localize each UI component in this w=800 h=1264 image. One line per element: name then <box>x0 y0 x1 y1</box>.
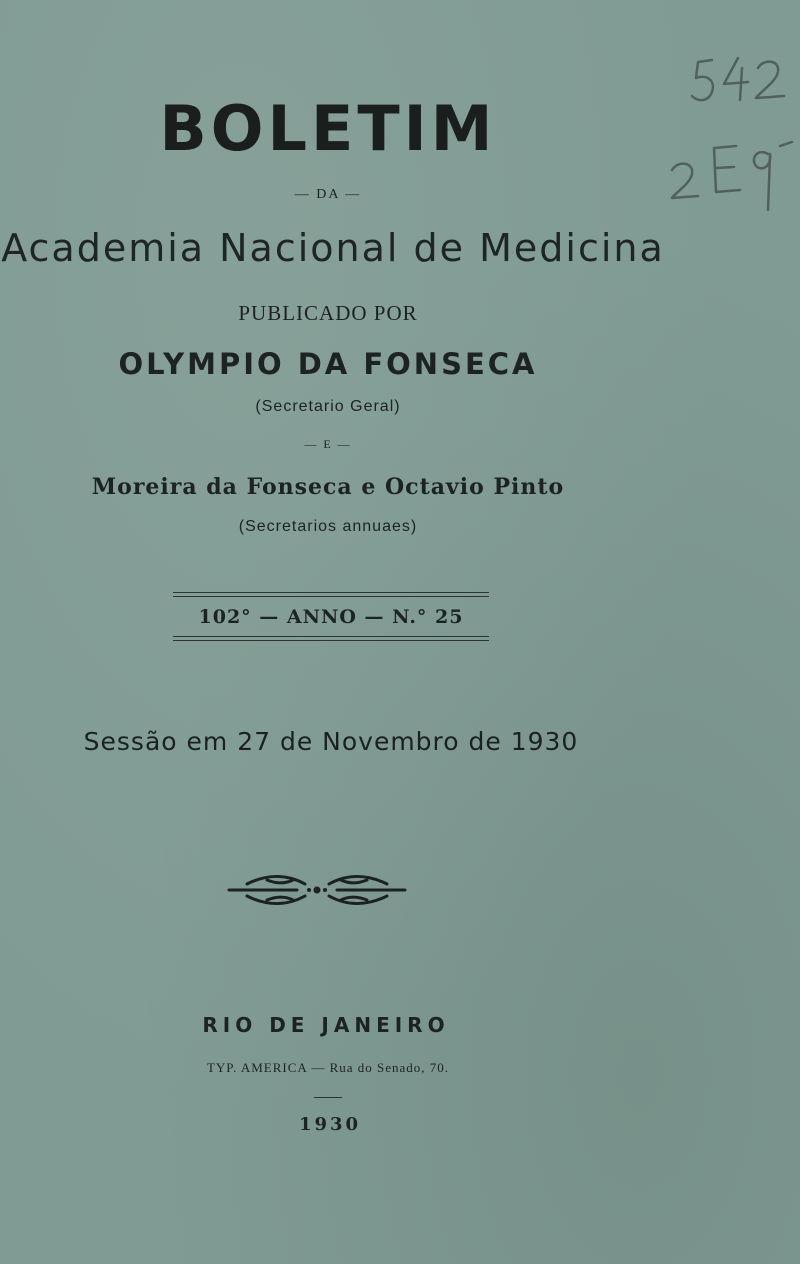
ornament-flourish <box>227 870 407 910</box>
publication-year: 1930 <box>298 1114 362 1135</box>
co-editors-names: Moreira da Fonseca e Octavio Pinto <box>91 474 565 500</box>
session-date: Sessão em 27 de Novembro de 1930 <box>83 727 579 756</box>
institution-name: Academia Nacional de Medicina <box>1 226 665 270</box>
published-by-label: PUBLICADO POR <box>238 301 418 325</box>
issue-rule-bottom-2 <box>173 640 489 641</box>
city-name: RIO DE JANEIRO <box>202 1013 450 1037</box>
issue-rule-bottom <box>173 636 489 637</box>
issue-rule-top <box>173 592 489 593</box>
and-separator: — E — <box>304 437 352 451</box>
co-editors-role: (Secretarios annuaes) <box>238 518 418 535</box>
editor-role: (Secretario Geral) <box>255 398 401 415</box>
da-label: — DA — <box>294 187 362 202</box>
cover-title: BOLETIM <box>159 92 497 165</box>
handwritten-annotation <box>650 50 800 220</box>
printer-address: TYP. AMERICA — Rua do Senado, 70. <box>206 1060 450 1075</box>
year-rule <box>314 1097 342 1098</box>
issue-number: 102° — ANNO — N.° 25 <box>198 606 464 628</box>
editor-name: OLYMPIO DA FONSECA <box>118 347 538 381</box>
issue-rule-top-2 <box>173 596 489 597</box>
